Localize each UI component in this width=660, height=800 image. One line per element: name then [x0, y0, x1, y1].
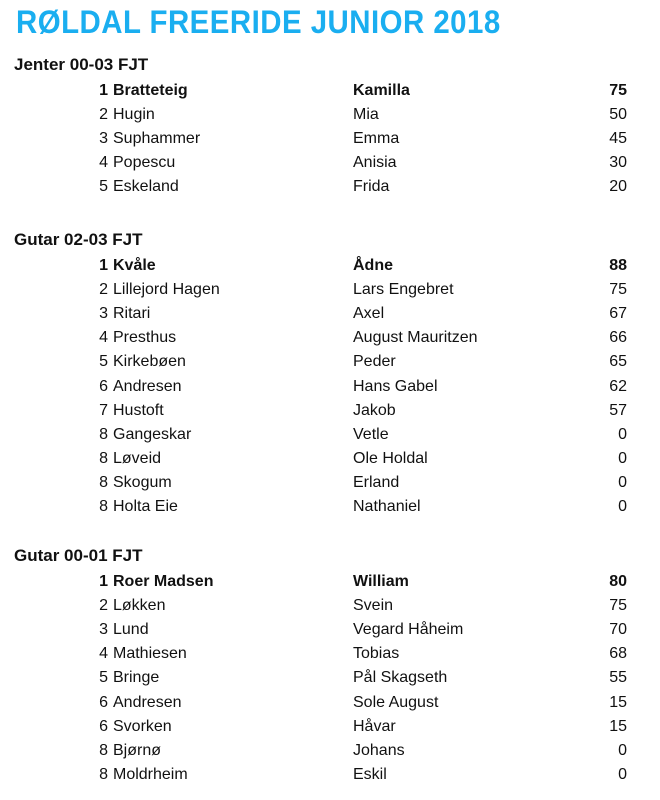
result-row [0, 570, 660, 594]
rank-cell: 2 [99, 597, 108, 615]
first-name-cell: Jakob [353, 401, 396, 419]
first-name-cell: Pål Skagseth [353, 669, 448, 687]
last-name-cell: Ritari [113, 305, 151, 323]
points-cell: 0 [618, 449, 627, 467]
points-cell: 30 [609, 154, 627, 172]
rank-cell: 2 [99, 281, 108, 299]
result-row [0, 739, 660, 763]
first-name-cell: Frida [353, 178, 390, 196]
first-name-cell: Lars Engebret [353, 281, 454, 299]
points-cell: 0 [618, 425, 627, 443]
rank-cell: 8 [99, 741, 108, 759]
result-row [0, 495, 660, 519]
last-name-cell: Svorken [113, 717, 172, 735]
first-name-cell: Svein [353, 597, 394, 615]
last-name-cell: Suphammer [113, 130, 201, 148]
rank-cell: 8 [99, 449, 108, 467]
section-title: Jenter 00-03 FJT [14, 55, 149, 74]
last-name-cell: Roer Madsen [113, 573, 214, 590]
first-name-cell: Sole August [353, 693, 439, 711]
points-cell: 80 [609, 573, 627, 590]
points-cell: 70 [609, 621, 627, 639]
last-name-cell: Mathiesen [113, 645, 187, 663]
rank-cell: 1 [99, 82, 108, 99]
points-cell: 0 [618, 473, 627, 491]
first-name-cell: Mia [353, 106, 379, 124]
rank-cell: 7 [99, 401, 108, 419]
points-cell: 88 [609, 257, 627, 274]
points-cell: 57 [609, 401, 627, 419]
result-row [0, 127, 660, 151]
points-cell: 67 [609, 305, 627, 323]
rank-cell: 6 [99, 377, 108, 395]
rank-cell: 4 [99, 645, 108, 663]
result-row [0, 447, 660, 471]
first-name-cell: Eskil [353, 765, 387, 783]
first-name-cell: Peder [353, 353, 396, 371]
last-name-cell: Bjørnø [113, 741, 161, 759]
points-cell: 55 [609, 669, 627, 687]
rank-cell: 5 [99, 669, 108, 687]
first-name-cell: Ole Holdal [353, 449, 428, 467]
rank-cell: 6 [99, 693, 108, 711]
points-cell: 45 [609, 130, 627, 148]
result-row [0, 350, 660, 374]
points-cell: 15 [609, 717, 627, 735]
last-name-cell: Gangeskar [113, 425, 192, 443]
result-row [0, 642, 660, 666]
first-name-cell: Hans Gabel [353, 377, 438, 395]
points-cell: 65 [609, 353, 627, 371]
last-name-cell: Andresen [113, 377, 182, 395]
first-name-cell: Vetle [353, 425, 389, 443]
result-row [0, 763, 660, 787]
first-name-cell: Kamilla [353, 82, 410, 99]
last-name-cell: Lillejord Hagen [113, 281, 220, 299]
result-row [0, 278, 660, 302]
result-row [0, 103, 660, 127]
last-name-cell: Presthus [113, 329, 177, 347]
rank-cell: 6 [99, 717, 108, 735]
first-name-cell: Ådne [353, 257, 393, 274]
section-title: Gutar 00-01 FJT [14, 546, 143, 565]
points-cell: 75 [609, 82, 627, 99]
rank-cell: 3 [99, 130, 108, 148]
points-cell: 20 [609, 178, 627, 196]
result-row [0, 399, 660, 423]
result-row [0, 175, 660, 199]
first-name-cell: Axel [353, 305, 385, 323]
result-row [0, 423, 660, 447]
points-cell: 66 [609, 329, 627, 347]
rank-cell: 2 [99, 106, 108, 124]
result-row [0, 594, 660, 618]
rank-cell: 1 [99, 257, 108, 274]
result-row [0, 715, 660, 739]
rank-cell: 4 [99, 329, 108, 347]
rank-cell: 8 [99, 473, 108, 491]
last-name-cell: Kirkebøen [113, 353, 186, 371]
last-name-cell: Holta Eie [113, 498, 178, 515]
first-name-cell: Vegard Håheim [353, 621, 464, 639]
last-name-cell: Moldrheim [113, 765, 188, 783]
result-row [0, 618, 660, 642]
last-name-cell: Hustoft [113, 401, 164, 419]
last-name-cell: Løkken [113, 597, 166, 615]
result-row [0, 79, 660, 103]
page-title: RØLDAL FREERIDE JUNIOR 2018 [16, 4, 501, 40]
result-row [0, 471, 660, 495]
last-name-cell: Kvåle [113, 257, 156, 274]
points-cell: 50 [609, 106, 627, 124]
first-name-cell: Nathaniel [353, 498, 421, 515]
first-name-cell: Håvar [353, 717, 396, 735]
result-row [0, 326, 660, 350]
result-row [0, 302, 660, 326]
first-name-cell: August Mauritzen [353, 329, 478, 347]
rank-cell: 1 [99, 573, 108, 590]
rank-cell: 5 [99, 353, 108, 371]
last-name-cell: Skogum [113, 473, 172, 491]
result-row [0, 666, 660, 690]
points-cell: 62 [609, 377, 627, 395]
last-name-cell: Hugin [113, 106, 155, 124]
rank-cell: 3 [99, 621, 108, 639]
first-name-cell: Johans [353, 741, 405, 759]
section-title: Gutar 02-03 FJT [14, 230, 143, 249]
first-name-cell: Anisia [353, 154, 397, 172]
rank-cell: 5 [99, 178, 108, 196]
result-row [0, 375, 660, 399]
points-cell: 68 [609, 645, 627, 663]
last-name-cell: Popescu [113, 154, 176, 172]
last-name-cell: Bratteteig [113, 82, 188, 99]
result-row [0, 254, 660, 278]
points-cell: 15 [609, 693, 627, 711]
rank-cell: 8 [99, 498, 108, 515]
points-cell: 75 [609, 597, 627, 615]
rank-cell: 8 [99, 425, 108, 443]
points-cell: 75 [609, 281, 627, 299]
first-name-cell: Erland [353, 473, 400, 491]
rank-cell: 3 [99, 305, 108, 323]
rank-cell: 8 [99, 765, 108, 783]
first-name-cell: Tobias [353, 645, 400, 663]
first-name-cell: William [353, 573, 409, 590]
points-cell: 0 [618, 498, 627, 515]
rank-cell: 4 [99, 154, 108, 172]
result-row [0, 151, 660, 175]
points-cell: 0 [618, 741, 627, 759]
last-name-cell: Lund [113, 621, 149, 639]
last-name-cell: Andresen [113, 693, 182, 711]
points-cell: 0 [618, 765, 627, 783]
first-name-cell: Emma [353, 130, 400, 148]
last-name-cell: Løveid [113, 449, 162, 467]
last-name-cell: Eskeland [113, 178, 179, 196]
result-row [0, 691, 660, 715]
last-name-cell: Bringe [113, 669, 160, 687]
